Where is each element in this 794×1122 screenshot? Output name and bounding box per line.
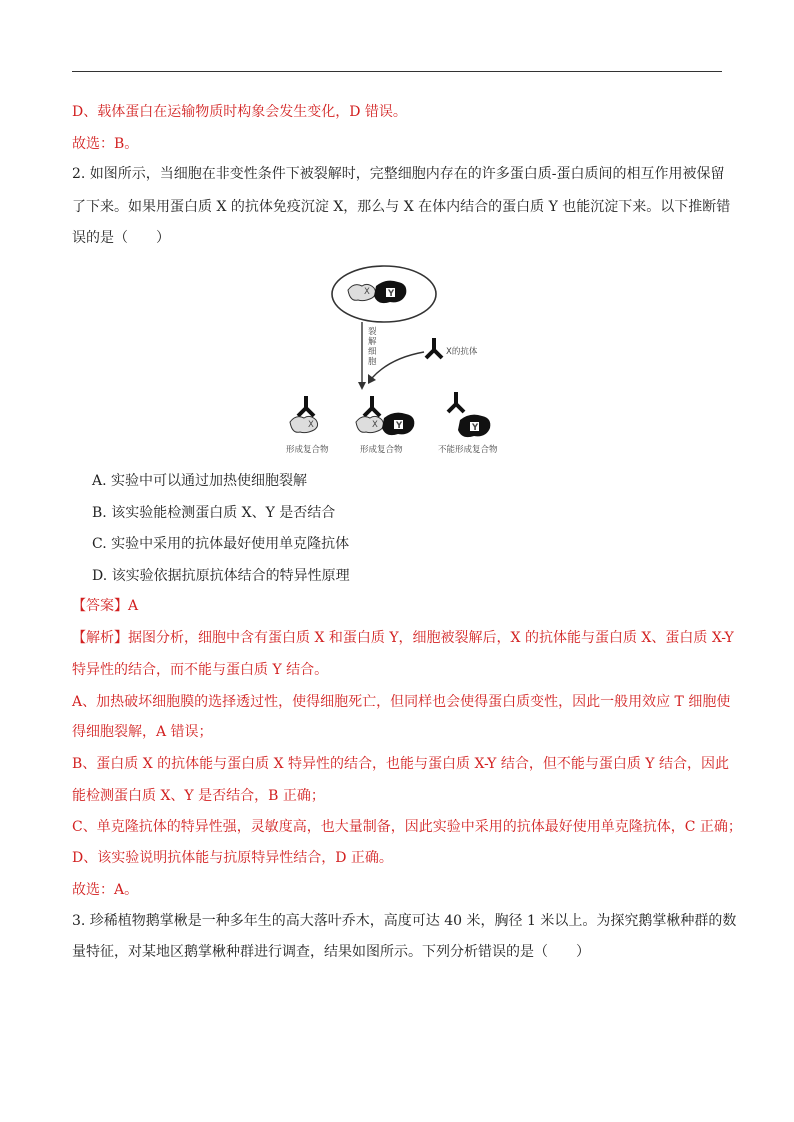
protein-y-label: Y bbox=[388, 289, 395, 299]
q2-option-b: B. 该实验能检测蛋白质 X、Y 是否结合 bbox=[92, 505, 336, 521]
complex-1-antibody bbox=[298, 396, 314, 416]
q3-stem-line-2: 量特征，对某地区鹅掌楸种群进行调查，结果如图所示。下列分析错误的是（ ） bbox=[72, 944, 590, 960]
prev-answer-line: 故选：B。 bbox=[72, 136, 139, 152]
q2-analysis-line-1: 【解析】据图分析，细胞中含有蛋白质 X 和蛋白质 Y，细胞被裂解后，X 的抗体能与蛋白质 X、蛋白质 X-Y bbox=[72, 630, 734, 646]
lyse-label-3: 细 bbox=[368, 347, 377, 357]
protein-x-shape bbox=[348, 284, 376, 300]
q2-stem-line-3: 误的是（ ） bbox=[72, 230, 170, 246]
caption-2: 形成复合物 bbox=[360, 445, 403, 455]
antibody-label: X的抗体 bbox=[446, 347, 478, 357]
q2-analysis-line-3: A、加热破坏细胞膜的选择透过性，使得细胞死亡，但同样也会使得蛋白质变性，因此一般用效应 T 细胞使 bbox=[72, 694, 731, 710]
binding-arrow bbox=[372, 352, 424, 378]
q3-stem-line-1: 3. 珍稀植物鹅掌楸是一种多年生的高大落叶乔木，高度可达 40 米，胸径 1 米以上。为探究鹅掌楸种群的数 bbox=[72, 913, 737, 929]
complex-3-antibody bbox=[448, 392, 464, 412]
caption-3: 不能形成复合物 bbox=[438, 445, 498, 455]
complex-3-y-label: Y bbox=[472, 423, 479, 433]
complex-2-y-label: Y bbox=[396, 421, 403, 431]
lyse-label-2: 解 bbox=[368, 337, 377, 347]
q2-analysis-line-8: D、该实验说明抗体能与抗原特异性结合，D 正确。 bbox=[72, 850, 393, 866]
antibody-icon bbox=[426, 338, 442, 358]
q2-stem-line-1: 2. 如图所示，当细胞在非变性条件下被裂解时，完整细胞内存在的许多蛋白质-蛋白质间的相互作用被保留 bbox=[72, 166, 725, 182]
lyse-label-4: 胞 bbox=[368, 357, 377, 367]
q2-option-d: D. 该实验依据抗原抗体结合的特异性原理 bbox=[92, 568, 350, 584]
q2-analysis-line-5: B、蛋白质 X 的抗体能与蛋白质 X 特异性的结合，也能与蛋白质 X-Y 结合，但不能与蛋白质 Y 结合，因此 bbox=[72, 756, 729, 772]
q2-stem-line-2: 了下来。如果用蛋白质 X 的抗体免疫沉淀 X，那么与 X 在体内结合的蛋白质 Y 也能沉淀下来。以下推断错 bbox=[72, 199, 731, 215]
complex-2-protein-x bbox=[356, 416, 384, 432]
q2-final-answer: 故选：A。 bbox=[72, 882, 139, 898]
header-rule bbox=[72, 71, 722, 72]
q2-option-c: C. 实验中采用的抗体最好使用单克隆抗体 bbox=[92, 536, 350, 552]
q2-analysis-line-4: 得细胞裂解，A 错误； bbox=[72, 724, 213, 740]
caption-1: 形成复合物 bbox=[286, 445, 329, 455]
immunoprecipitation-figure bbox=[280, 262, 520, 462]
q2-analysis-line-7: C、单克隆抗体的特异性强，灵敏度高，也大量制备，因此实验中采用的抗体最好使用单克隆抗体，C 正确； bbox=[72, 819, 742, 835]
q2-option-a: A. 实验中可以通过加热使细胞裂解 bbox=[92, 473, 308, 489]
q2-answer: 【答案】A bbox=[72, 598, 139, 614]
complex-2-x-label: X bbox=[372, 420, 378, 430]
complex-1-x-label: X bbox=[308, 420, 314, 430]
protein-x-label: X bbox=[364, 287, 370, 297]
lyse-arrow-head bbox=[358, 382, 366, 390]
q2-analysis-line-2: 特异性的结合，而不能与蛋白质 Y 结合。 bbox=[72, 662, 329, 678]
lyse-label-1: 裂 bbox=[368, 327, 377, 337]
explanation-d-line: D、载体蛋白在运输物质时构象会发生变化，D 错误。 bbox=[72, 104, 407, 120]
complex-2-antibody bbox=[364, 396, 380, 416]
figure-svg bbox=[280, 262, 520, 462]
q2-analysis-line-6: 能检测蛋白质 X、Y 是否结合，B 正确； bbox=[72, 788, 325, 804]
